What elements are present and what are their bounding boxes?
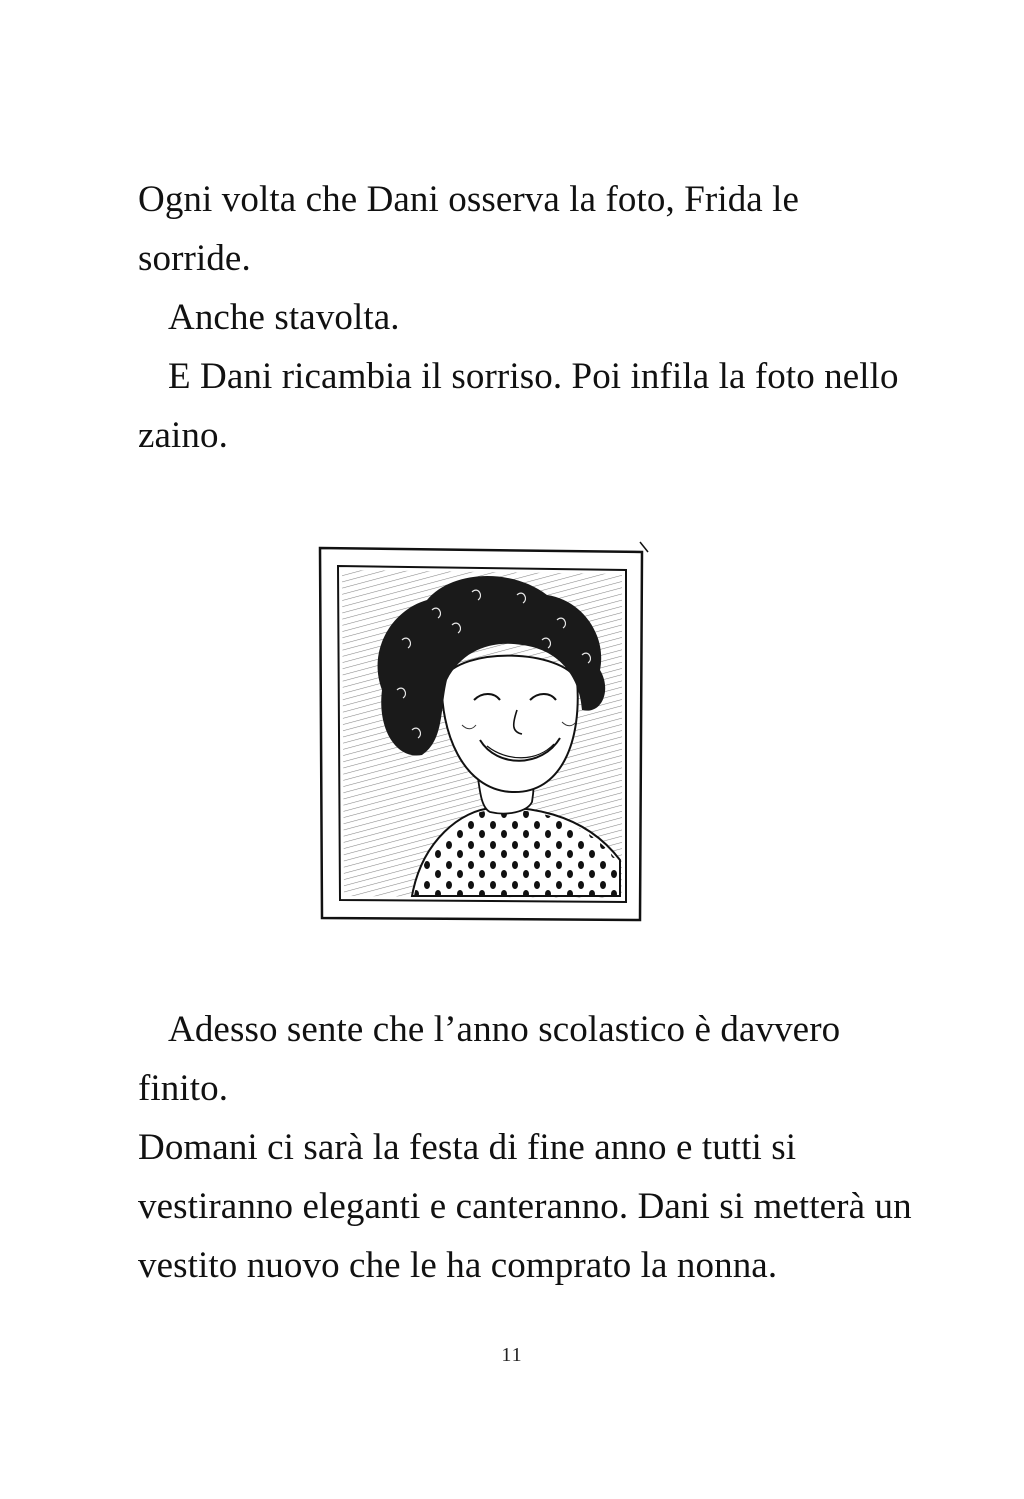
paragraph: E Dani ricambia il sorriso. Poi infila la foto nello zaino. xyxy=(138,356,899,456)
paragraph: Domani ci sarà la festa di fine anno e tutti si vestiranno eleganti e canteranno. Dani si metterà un vestito nuovo che le ha comprato la nonna. xyxy=(138,1127,912,1286)
paragraph: Adesso sente che l’anno scolastico è davvero finito. xyxy=(138,1009,841,1109)
paragraph: Anche stavolta. xyxy=(168,297,400,338)
page-number: 11 xyxy=(501,1344,523,1366)
portrait-sketch-icon xyxy=(312,540,652,925)
text-block-top xyxy=(138,170,918,465)
text-block-bottom xyxy=(138,1000,918,1295)
paragraph: Ogni volta che Dani osserva la foto, Frida le sorride. xyxy=(138,179,800,279)
portrait-illustration xyxy=(312,540,652,925)
